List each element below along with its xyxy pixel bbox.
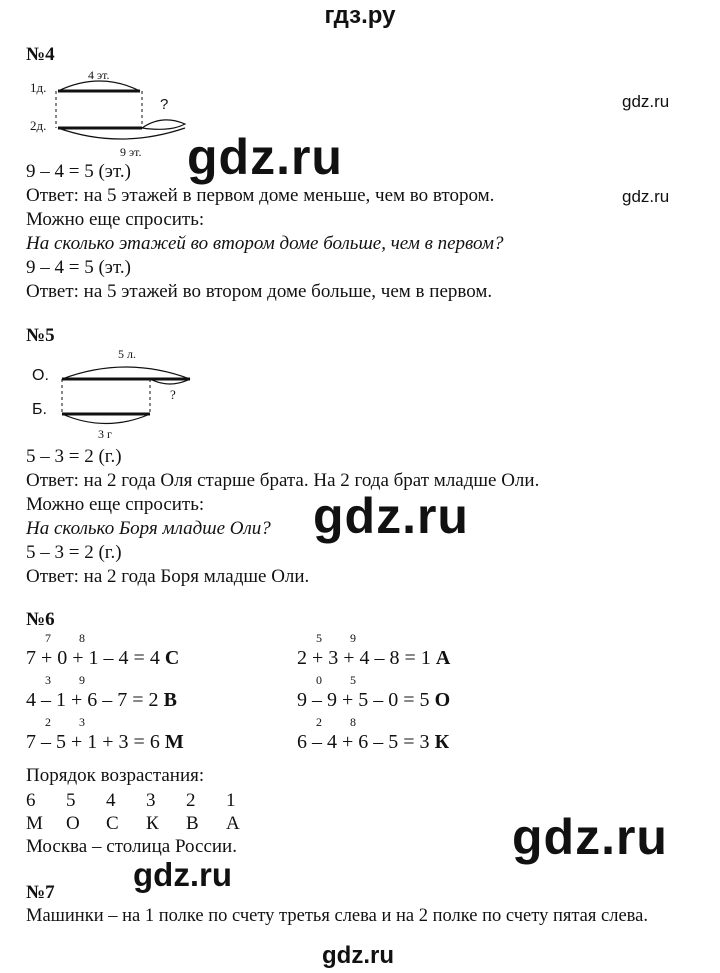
order-digit: 6: [26, 790, 36, 811]
order-digit: 1: [226, 790, 236, 811]
equation-text: 9 – 9 + 5 – 0 = 5: [297, 689, 435, 711]
task-5-line-5: 5 – 3 = 2 (г.): [26, 542, 122, 563]
order-digit: 3: [146, 790, 156, 811]
equation-letter: О: [434, 689, 451, 711]
task-4-number: №4: [26, 44, 55, 65]
equation-text: 4 – 1 + 6 – 7 = 2: [26, 689, 164, 711]
order-digits: [26, 790, 266, 812]
equation-sup: 0: [316, 673, 322, 687]
task-5-line-4: На сколько Боря младше Оли?: [26, 518, 271, 539]
task-5-diagram: [30, 345, 200, 440]
equation-letter: К: [434, 731, 450, 753]
order-letter: А: [226, 813, 240, 834]
task-4-line-6: Ответ: на 5 этажей во втором доме больше, чем в первом.: [26, 281, 493, 302]
equation-text: 7 – 5 + 1 + 3 = 6: [26, 731, 165, 753]
equation-row: [297, 647, 450, 669]
equation-sup: 7: [45, 631, 51, 645]
equation-sup: 2: [45, 715, 51, 729]
task-7-text: Машинки – на 1 полке по счету третья слева и на 2 полке по счету пятая слева.: [26, 906, 648, 926]
equation-row: [26, 647, 179, 669]
task-4-line-4: На сколько этажей во втором доме больше, чем в первом?: [26, 233, 504, 254]
equation-letter: С: [164, 647, 180, 669]
task-5-line-2: Ответ: на 2 года Оля старше брата. На 2 года брат младше Оли.: [26, 470, 540, 491]
diagram-bottom-label: 9 эт.: [120, 145, 142, 159]
task-4-line-2: Ответ: на 5 этажей в первом доме меньше, чем во втором.: [26, 185, 495, 206]
equation-sup: 8: [350, 715, 356, 729]
site-header: гдз.ру: [324, 2, 396, 29]
task-6-number: №6: [26, 609, 55, 630]
order-letter: О: [66, 813, 80, 834]
equation-sup: 5: [316, 631, 322, 645]
order-letter: М: [26, 813, 43, 834]
equation-sup: 5: [350, 673, 356, 687]
diagram-bottom-label: 3 г: [98, 427, 112, 441]
equation-sup: 2: [316, 715, 322, 729]
diagram-row2-label: Б.: [32, 401, 47, 418]
equation-letter: М: [164, 731, 184, 753]
diagram-row1-label: 1д.: [30, 80, 47, 95]
equation-text: 7 + 0 + 1 – 4 = 4: [26, 647, 165, 669]
order-title: Порядок возрастания:: [26, 765, 205, 786]
watermark-large: gdz.ru: [512, 809, 668, 865]
task-6-conclusion: Москва – столица России.: [26, 836, 237, 857]
watermark-medium: gdz.ru: [133, 856, 232, 893]
task-5-line-1: 5 – 3 = 2 (г.): [26, 446, 122, 467]
order-letters: [26, 813, 266, 835]
equation-sup: 8: [79, 631, 85, 645]
diagram-row1-label: О.: [32, 367, 49, 384]
task-4-line-1: 9 – 4 = 5 (эт.): [26, 161, 131, 182]
task-4-line-3: Можно еще спросить:: [26, 209, 205, 230]
task-5-line-6: Ответ: на 2 года Боря младше Оли.: [26, 566, 310, 587]
equation-text: 6 – 4 + 6 – 5 = 3: [297, 731, 435, 753]
diagram-top-label: 5 л.: [118, 347, 136, 361]
equation-sup: 9: [350, 631, 356, 645]
task-7-number: №7: [26, 882, 55, 903]
order-digit: 5: [66, 790, 76, 811]
equation-sup: 9: [79, 673, 85, 687]
task-4-diagram-svg: [30, 66, 195, 161]
watermark-footer: gdz.ru: [322, 942, 394, 969]
diagram-top-label: 4 эт.: [88, 68, 110, 82]
watermark-small: gdz.ru: [622, 92, 670, 111]
order-letter: В: [186, 813, 199, 834]
watermark-small: gdz.ru: [622, 187, 670, 206]
watermark-large: gdz.ru: [313, 488, 469, 544]
order-digit: 4: [106, 790, 116, 811]
diagram-row2-label: 2д.: [30, 118, 47, 133]
order-letter: С: [106, 813, 119, 834]
task-4-line-5: 9 – 4 = 5 (эт.): [26, 257, 131, 278]
task-5-line-3: Можно еще спросить:: [26, 494, 205, 515]
equation-sup: 3: [45, 673, 51, 687]
equation-row: [297, 731, 449, 753]
order-letter: К: [146, 813, 159, 834]
equation-text: 2 + 3 + 4 – 8 = 1: [297, 647, 436, 669]
equation-letter: А: [435, 647, 451, 669]
equation-letter: В: [163, 689, 177, 711]
task-5-number: №5: [26, 325, 55, 346]
equation-row: [26, 689, 177, 711]
equation-sup: 3: [79, 715, 85, 729]
diagram-question-mark: ?: [160, 96, 169, 113]
watermark-large: gdz.ru: [187, 129, 343, 185]
order-digit: 2: [186, 790, 196, 811]
equation-row: [26, 731, 184, 753]
equation-row: [297, 689, 450, 711]
diagram-question-mark: ?: [170, 387, 176, 402]
task-4-diagram: [30, 66, 195, 161]
